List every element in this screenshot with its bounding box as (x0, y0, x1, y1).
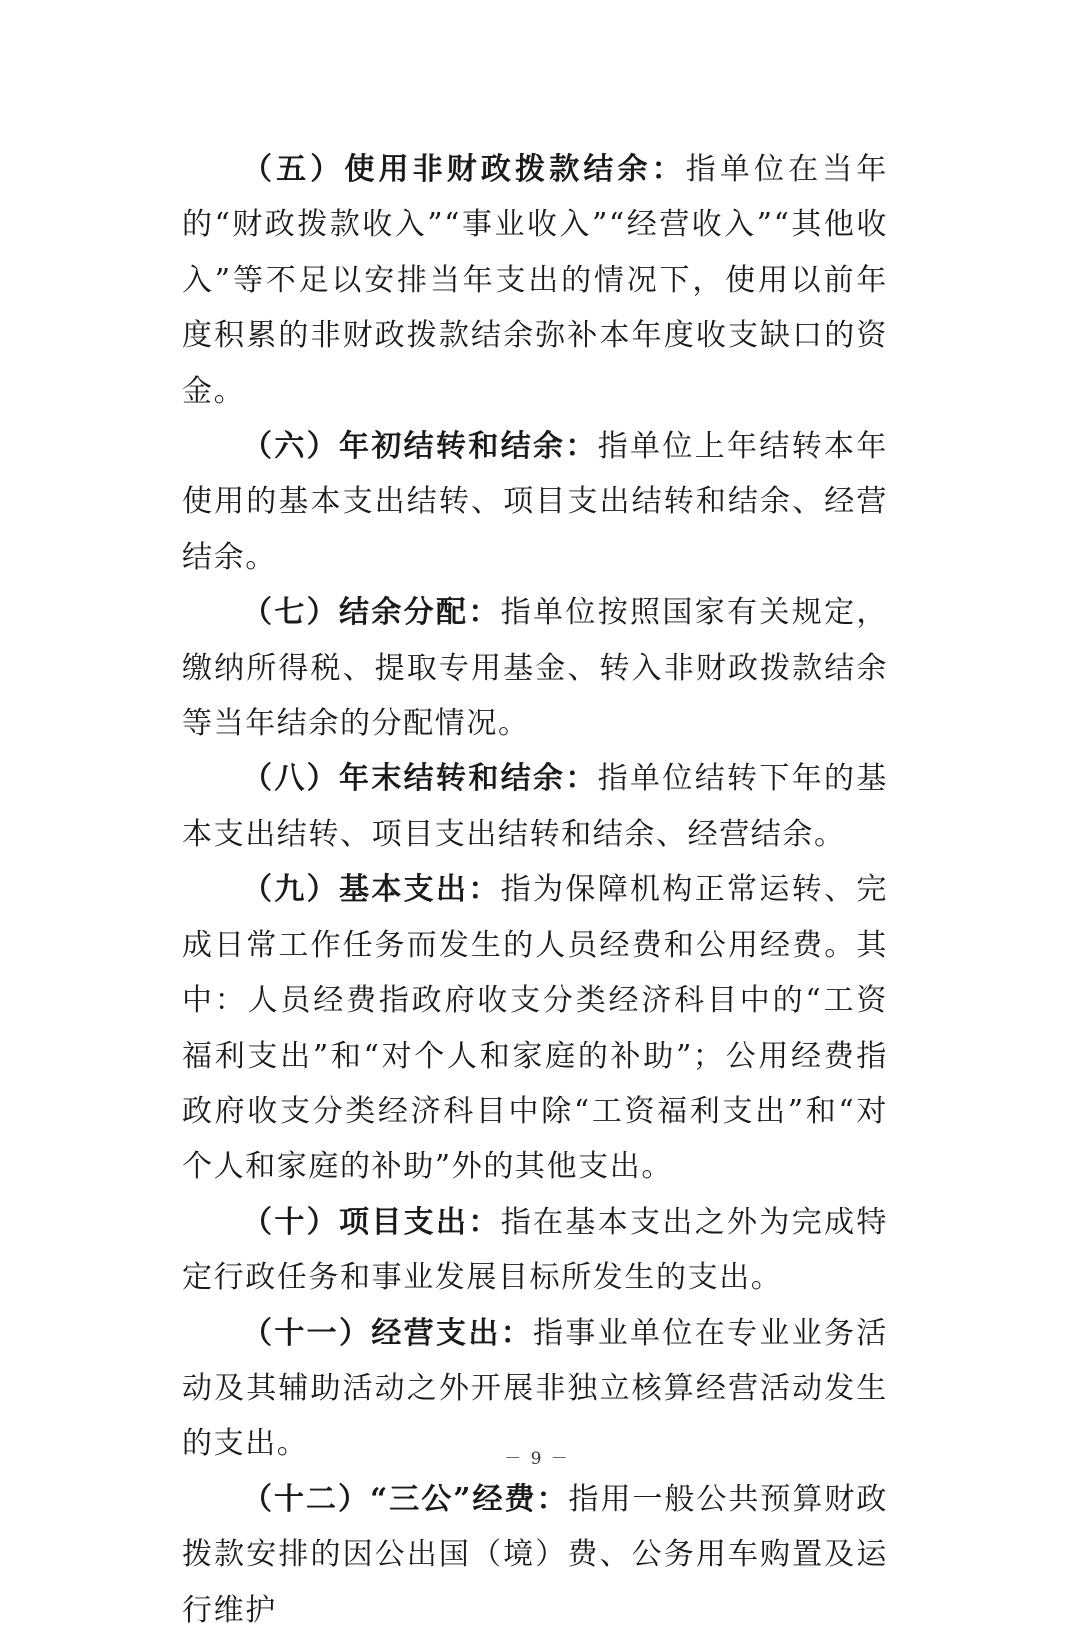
body-text (182, 142, 888, 1638)
term-definition: 指单位在当年的“财政拨款收入”“事业收入”“经营收入”“其他收入”等不足以安排当年支出的情况下，使用以前年度积累的非财政拨款结余弥补本年度收支缺口的资金。 (182, 152, 888, 409)
term-heading: （五）使用非财政拨款结余： (242, 152, 686, 187)
page-number: － 9 － (504, 1449, 570, 1469)
term-heading: （十一）经营支出： (242, 1315, 534, 1351)
term-definition: 指单位结转下年的基本支出结转、项目支出结转和结余、经营结余。 (182, 761, 888, 852)
term-definition: 指用一般公共预算财政拨款安排的因公出国（境）费、公务用车购置及运行维护 (182, 1481, 888, 1628)
term-heading: （六）年初结转和结余： (242, 429, 598, 465)
term-heading: （十二）“三公”经费： (242, 1481, 569, 1517)
term-heading: （八）年末结转和结余： (242, 761, 598, 797)
paragraph-7 (182, 585, 888, 751)
term-heading: （七）结余分配： (242, 595, 501, 631)
term-heading: （九）基本支出： (242, 872, 501, 908)
paragraph-9 (182, 862, 888, 1194)
paragraph-5 (182, 142, 888, 419)
term-definition: 指为保障机构正常运转、完成日常工作任务而发生的人员经费和公用经费。其中：人员经费指政府收支分类经济科目中的“工资福利支出”和“对个人和家庭的补助”；公用经费指政府收支分类经济科目中除“工资福利支出”和“对个人和家庭的补助”外的其他支出。 (182, 872, 888, 1185)
paragraph-6 (182, 419, 888, 585)
paragraph-8 (182, 751, 888, 862)
term-definition: 指单位上年结转本年使用的基本支出结转、项目支出结转和结余、经营结余。 (182, 429, 888, 575)
term-definition: 指在基本支出之外为完成特定行政任务和事业发展目标所发生的支出。 (182, 1204, 888, 1296)
term-heading: （十）项目支出： (242, 1204, 501, 1240)
term-definition: 指单位按照国家有关规定，缴纳所得税、提取专用基金、转入非财政拨款结余等当年结余的分配情况。 (182, 595, 888, 742)
term-definition: 指事业单位在专业业务活动及其辅助活动之外开展非独立核算经营活动发生的支出。 (182, 1315, 888, 1462)
paragraph-12 (182, 1472, 888, 1638)
paragraph-10 (182, 1195, 888, 1306)
